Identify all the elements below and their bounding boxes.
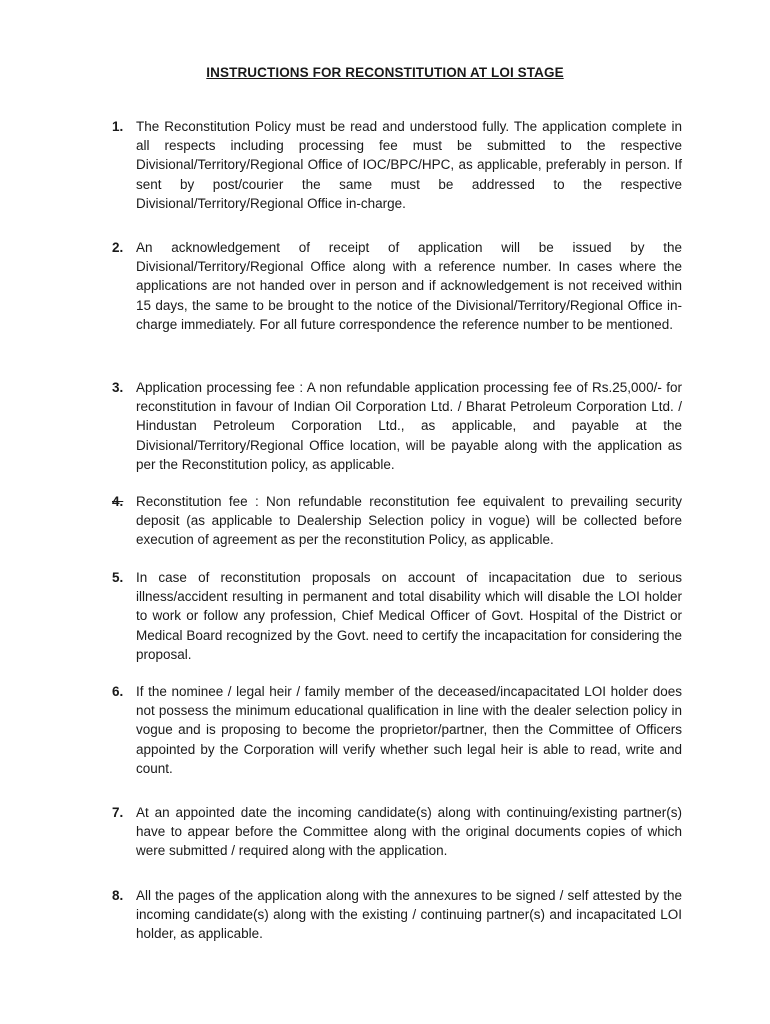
instruction-item-8: [112, 886, 682, 944]
item-number: 5.: [112, 570, 124, 585]
instruction-item-3: [112, 378, 682, 474]
item-number: 3.: [112, 380, 124, 395]
instruction-item-7: [112, 803, 682, 861]
item-number: 4.: [112, 494, 124, 509]
item-number: 6.: [112, 684, 124, 699]
item-text: In case of reconstitution proposals on account of incapacitation due to serious illness/accident resulting in permanent and total disability which will disable the LOI holder to work or follow any profession, Chief Medical Officer of Govt. Hospital of the District or Medical Board recognized by the Govt. need to certify the incapacitation for considering the proposal.: [136, 570, 682, 662]
item-text: An acknowledgement of receipt of application will be issued by the Divisional/Territory/Regional Office along with a reference number. In cases where the applications are not handed over in person and if acknowledgement is not received within 15 days, the same to be brought to the notice of the Divisional/Territory/Regional Office in-charge immediately. For all future correspondence the reference number to be mentioned.: [136, 240, 682, 332]
document-title: INSTRUCTIONS FOR RECONSTITUTION AT LOI STAGE: [206, 65, 564, 80]
instruction-item-2: [112, 238, 682, 334]
instruction-item-1: [112, 117, 682, 213]
item-number: 1.: [112, 119, 124, 134]
item-text: All the pages of the application along with the annexures to be signed / self attested by the incoming candidate(s) along with the existing / continuing partner(s) and incapacitated LOI holder, as applicable.: [136, 888, 682, 942]
instruction-item-4: [112, 492, 682, 550]
item-number: 7.: [112, 805, 124, 820]
item-text: Reconstitution fee : Non refundable reconstitution fee equivalent to prevailing security deposit (as applicable to Dealership Selection policy in vogue) will be collected before execution of agreement as per the reconstitution Policy, as applicable.: [136, 494, 682, 548]
item-text: At an appointed date the incoming candidate(s) along with continuing/existing partner(s) have to appear before the Committee along with the original documents copies of which were submitted / required along with the application.: [136, 805, 682, 859]
item-number: 8.: [112, 888, 124, 903]
instruction-item-6: [112, 682, 682, 778]
instruction-item-5: [112, 568, 682, 664]
item-text: Application processing fee : A non refundable application processing fee of Rs.25,000/- for reconstitution in favour of Indian Oil Corporation Ltd. / Bharat Petroleum Corporation Ltd. / Hindustan Petroleum Corporation Ltd., as applicable, and payable at the Divisional/Territory/Regional Office location, will be payable along with the application as per the Reconstitution policy, as applicable.: [136, 380, 682, 472]
item-text: If the nominee / legal heir / family member of the deceased/incapacitated LOI holder does not possess the minimum educational qualification in line with the dealer selection policy in vogue and is proposing to become the proprietor/partner, then the Committee of Officers appointed by the Corporation will verify whether such legal heir is able to read, write and count.: [136, 684, 682, 776]
item-text: The Reconstitution Policy must be read and understood fully. The application complete in all respects including processing fee must be submitted to the respective Divisional/Territory/Regional Office of IOC/BPC/HPC, as applicable, preferably in person. If sent by post/courier the same must be addressed to the respective Divisional/Territory/Regional Office in-charge.: [136, 119, 682, 211]
item-number: 2.: [112, 240, 124, 255]
